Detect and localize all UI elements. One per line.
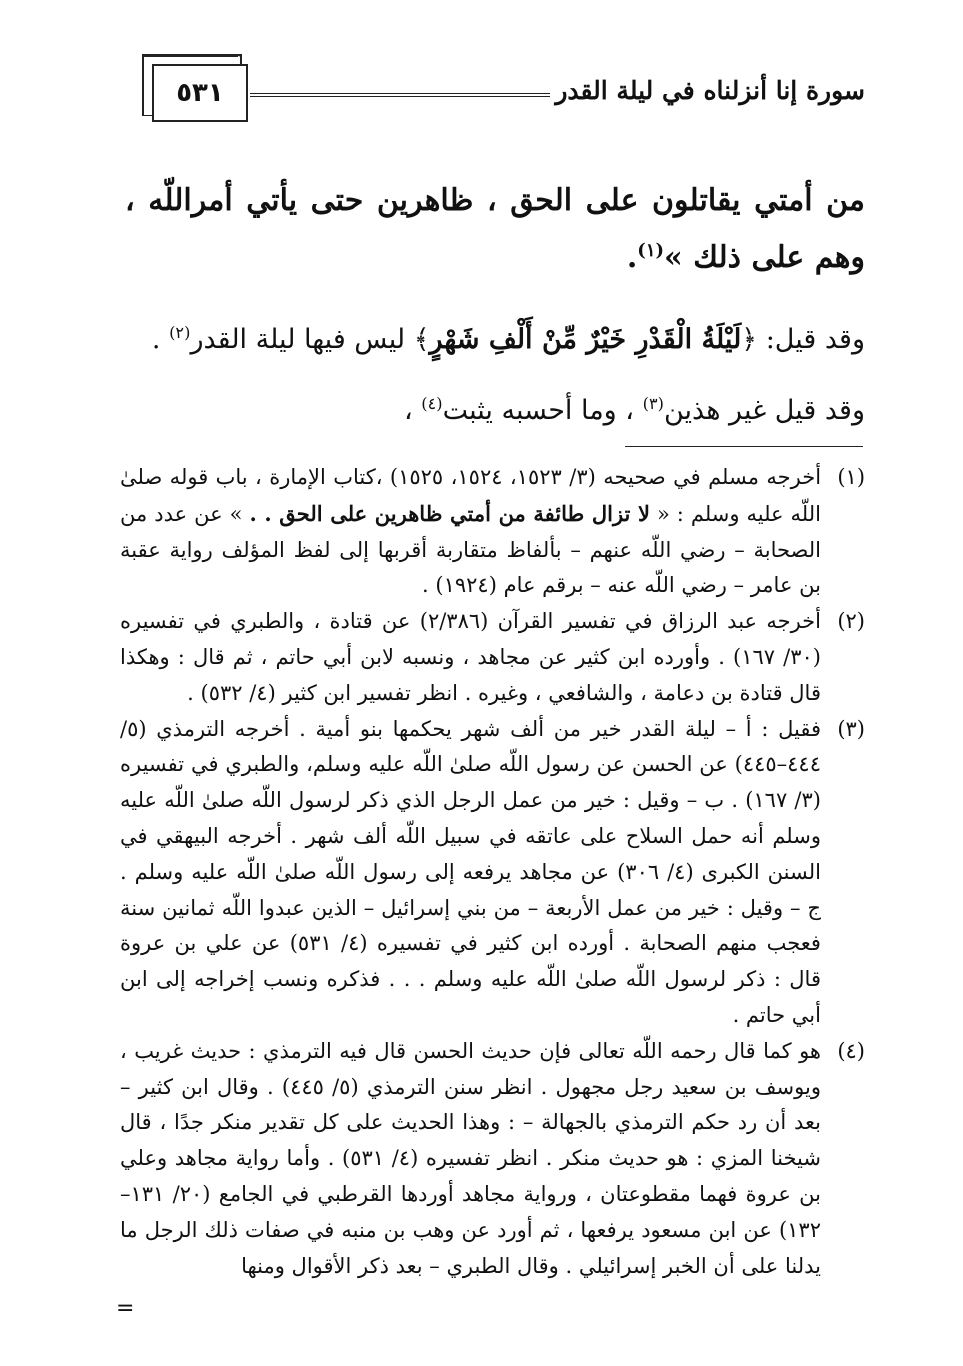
quran-end: .	[151, 324, 161, 355]
other-opinions-end: ،	[403, 395, 413, 426]
footnote-number: (٤)	[837, 1038, 865, 1063]
continuation-mark: =	[116, 1296, 135, 1321]
hadith-paragraph	[125, 176, 865, 283]
other-opinions-paragraph	[125, 378, 865, 437]
footnotes	[120, 460, 865, 1284]
other-opinions-mid: ، وما أحسبه يثبت	[442, 395, 635, 426]
main-text	[125, 176, 865, 437]
footnote-separator	[625, 446, 863, 447]
footnote-3	[120, 712, 865, 1034]
footnote-text-cont: » عن عدد من الصحابة – رضي اللّه عنهم – بألفاظ متقاربة أقربها إلى لفظ المؤلف رواية عقبة بن عامر – رضي اللّه عنه – برقم عام (١٩٢٤) .	[120, 501, 821, 598]
footnote-text: أخرجه مسلم في صحيحه (٣/ ١٥٢٣، ١٥٢٤، ١٥٢٥) ،كتاب الإمارة ، باب قوله صلىٰ اللّه عليه وسلم : «	[120, 465, 822, 526]
other-opinions-start: وقد قيل غير هذين	[663, 395, 865, 426]
page-number: ٥٣١	[152, 64, 248, 122]
header-rule	[250, 93, 550, 97]
footnote-1	[120, 460, 865, 604]
footnote-text: هو كما قال رحمه اللّه تعالى فإن حديث الحسن قال فيه الترمذي : حديث غريب ، ويوسف بن سعيد رجل مجهول . انظر سنن الترمذي (٥/ ٤٤٥) . وقال ابن كثير – بعد أن رد حكم الترمذي بالجهالة – : وهذا الحديث على كل تقدير منكر جدًا ، قال شيخنا المزي : هو حديث منكر . انظر تفسيره (٤/ ٥٣١) . وأما رواية مجاهد وعلي بن عروة فهما مقطوعتان ، ورواية مجاهد أوردها القرطبي في الجامع (٢٠/ ١٣١–١٣٢) عن ابن مسعود يرفعها ، ثم أورد عن وهب بن منبه في صفات ذلك الرجل ما يدلنا على أن الخبر إسرائيلي . وقال الطبري – بعد ذكر الأقوال ومنها	[120, 1038, 821, 1278]
footnote-number: (٣)	[837, 716, 865, 741]
surah-title: سورة إنا أنزلناه في ليلة القدر	[555, 76, 865, 105]
hadith-text: من أمتي يقاتلون على الحق ، ظاهرين حتى يأتي أمراللّه ، وهم على ذلك »	[125, 183, 865, 275]
footnote-ref-1: (١)	[637, 240, 665, 261]
page-header	[138, 60, 865, 126]
footnote-ref-3: (٣)	[642, 394, 664, 413]
footnote-2	[120, 604, 865, 711]
quran-verse: لَيْلَةُ الْقَدْرِ خَيْرٌ مِّنْ أَلْفِ شَهْرٍ	[429, 324, 742, 355]
footnote-ref-2: (٢)	[169, 323, 191, 342]
footnote-4	[120, 1034, 865, 1285]
footnote-text: فقيل : أ – ليلة القدر خير من ألف شهر يحكمها بنو أمية . أخرجه الترمذي (٥/ ٤٤٤–٤٤٥) عن الحسن عن رسول اللّه صلىٰ اللّه عليه وسلم، والطبري في تفسيره (٣/ ١٦٧) . ب – وقيل : خير من عمل الرجل الذي ذكر لرسول اللّه صلىٰ اللّه عليه وسلم أنه حمل السلاح على عاتقه في سبيل اللّه ألف شهر . أخرجه البيهقي في السنن الكبرى (٤/ ٣٠٦) عن مجاهد يرفعه إلى رسول اللّه صلىٰ اللّه عليه وسلم . ج – وقيل : خير من عمل الأربعة – من بني إسرائيل – الذين عبدوا اللّه ثمانين سنة فعجب منهم الصحابة . أورده ابن كثير في تفسيره (٤/ ٥٣١) عن علي بن عروة قال : ذكر لرسول اللّه صلىٰ اللّه عليه وسلم . . . فذكره ونسب إخراجه إلى ابن أبي حاتم .	[120, 716, 821, 1027]
quran-intro: وقد قيل: ﴿	[741, 324, 865, 355]
footnote-number: (٢)	[837, 609, 865, 634]
footnote-number: (١)	[837, 465, 866, 489]
quran-paragraph	[125, 307, 865, 366]
footnote-ref-4: (٤)	[421, 394, 443, 413]
hadith-end: .	[626, 240, 638, 275]
quran-comment: ﴾ ليس فيها ليلة القدر	[190, 324, 430, 355]
footnote-hadith-bold: لا تزال طائفة من أمتي ظاهرين على الحق . .	[249, 500, 650, 526]
footnote-text: أخرجه عبد الرزاق في تفسير القرآن (٢/٣٨٦) عن قتادة ، والطبري في تفسيره (٣٠/ ١٦٧) . وأورده ابن كثير عن مجاهد ، ونسبه لابن أبي حاتم ، ثم قال : وهكذا قال قتادة بن دعامة ، والشافعي ، وغيره . انظر تفسير ابن كثير (٤/ ٥٣٢) .	[120, 609, 821, 705]
